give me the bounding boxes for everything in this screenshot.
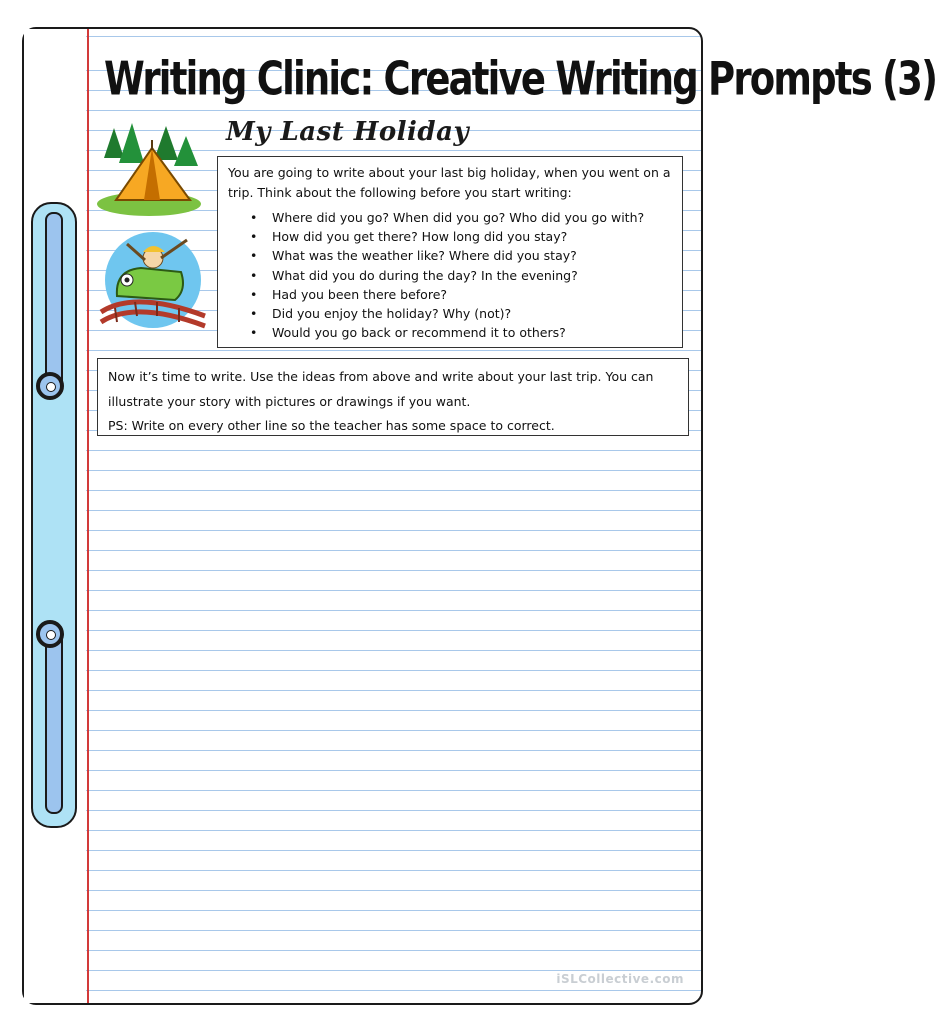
list-item: • Had you been there before? bbox=[250, 285, 644, 304]
binder-rod-top bbox=[45, 212, 63, 392]
binder-rod-bottom bbox=[45, 632, 63, 814]
list-item: • What was the weather like? Where did you stay? bbox=[250, 246, 644, 265]
list-item: • Would you go back or recommend it to others? bbox=[250, 323, 644, 342]
binder-ring-bottom-icon bbox=[36, 620, 64, 648]
instruction-line: illustrate your story with pictures or drawings if you want. bbox=[108, 394, 471, 409]
prompt-box bbox=[217, 156, 683, 348]
watermark: iSLCollective.com bbox=[556, 972, 684, 986]
question-list bbox=[250, 208, 644, 342]
intro-text: You are going to write about your last big holiday, when you went on a trip. Think about the following before you start writing: bbox=[228, 165, 671, 200]
tent-clipart-icon bbox=[94, 118, 204, 218]
instruction-box bbox=[97, 358, 689, 436]
margin-line bbox=[87, 29, 89, 1003]
section-title: My Last Holiday bbox=[226, 117, 470, 147]
list-item: • Did you enjoy the holiday? Why (not)? bbox=[250, 304, 644, 323]
page-title: Writing Clinic: Creative Writing Prompts (3) bbox=[104, 52, 936, 106]
list-item: • How did you get there? How long did you stay? bbox=[250, 227, 644, 246]
instruction-line: Now it’s time to write. Use the ideas from above and write about your last trip. You can bbox=[108, 369, 654, 384]
list-item: • Where did you go? When did you go? Who did you go with? bbox=[250, 208, 644, 227]
binder-ring-top-icon bbox=[36, 372, 64, 400]
roller-coaster-clipart-icon bbox=[95, 230, 211, 336]
list-item: • What did you do during the day? In the evening? bbox=[250, 266, 644, 285]
ps-note: PS: Write on every other line so the teacher has some space to correct. bbox=[108, 418, 555, 433]
